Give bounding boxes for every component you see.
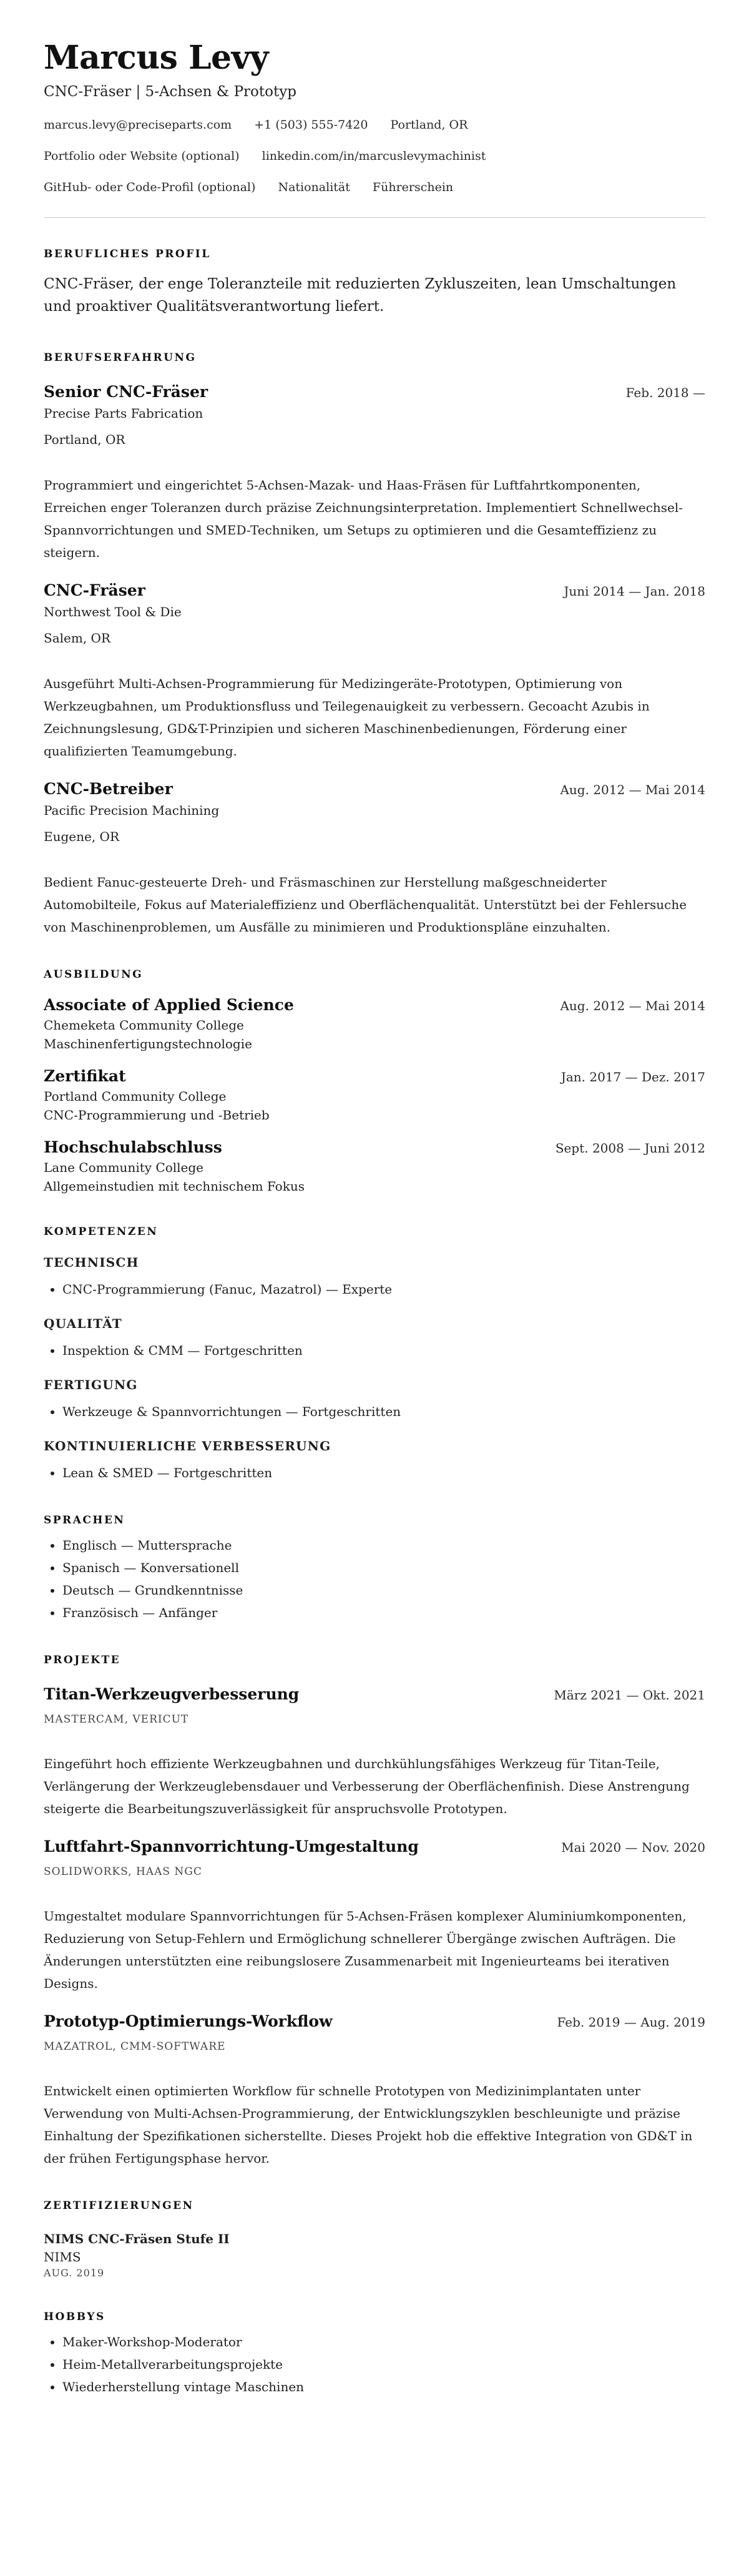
skill-list xyxy=(44,1400,705,1423)
job-location: Portland, OR xyxy=(44,432,125,447)
section-title-skills: KOMPETENZEN xyxy=(44,1226,159,1238)
hobby-list xyxy=(44,2331,705,2398)
skill-list xyxy=(44,1278,705,1300)
list-item: • Werkzeuge & Spannvorrichtungen — Fortgeschritten xyxy=(62,1400,705,1423)
skill-category: KONTINUIERLICHE VERBESSERUNG xyxy=(44,1438,331,1453)
job-entry xyxy=(44,580,705,762)
project-date: Mai 2020 — Nov. 2020 xyxy=(561,1840,705,1855)
job-date: Juni 2014 — Jan. 2018 xyxy=(564,584,705,599)
job-company: Precise Parts Fabrication xyxy=(44,406,203,421)
field-of-study: CNC-Programmierung und -Betrieb xyxy=(44,1108,270,1123)
education-date: Sept. 2008 — Juni 2012 xyxy=(555,1141,705,1156)
job-date: Feb. 2018 — xyxy=(625,385,705,400)
education-entry xyxy=(44,1137,705,1196)
certification-entry xyxy=(44,2229,705,2281)
section-title-education: AUSBILDUNG xyxy=(44,968,144,981)
list-item: • Maker-Workshop-Moderator xyxy=(62,2331,705,2353)
skill-list xyxy=(44,1339,705,1362)
list-item: • Spanisch — Konversationell xyxy=(62,1556,705,1579)
education-entry xyxy=(44,1066,705,1124)
phone-number[interactable]: +1 (503) 555-7420 xyxy=(254,118,368,132)
job-description: Ausgeführt Multi-Achsen-Programmierung für Medizingeräte-Prototypen, Optimierung von Werkzeugbahnen, um Produktionsfluss und Teilegenauigkeit zu verbessern. Gecoacht Azubis in Zeichnungslesung, GD&T-Prinzipien und sicheren Maschinenbedienungen, Förderung einer qualifizierten Teamumgebung. xyxy=(44,676,650,759)
job-description: Programmiert und eingerichtet 5-Achsen-Mazak- und Haas-Fräsen für Luftfahrtkomponenten, Erreichen enger Toleranzen durch präzise Zeichnungsinterpretation. Implementiert Schnellwechsel-Spannvorrichtungen und SMED-Techniken, um Setups zu optimieren und die Gesamteffizienz zu steigern. xyxy=(44,478,683,560)
project-tech: SOLIDWORKS, HAAS NGC xyxy=(44,1866,202,1878)
list-item: • Französisch — Anfänger xyxy=(62,1601,705,1624)
job-entry xyxy=(44,381,705,564)
section-title-projects: PROJEKTE xyxy=(44,1654,121,1666)
list-item: • Wiederherstellung vintage Maschinen xyxy=(62,2376,705,2398)
linkedin-link[interactable]: linkedin.com/in/marcuslevymachinist xyxy=(262,149,486,163)
certification-date: AUG. 2019 xyxy=(44,2267,105,2279)
job-title: Senior CNC-Fräser xyxy=(44,383,208,401)
list-item: • Heim-Metallverarbeitungsprojekte xyxy=(62,2353,705,2376)
headline: CNC-Fräser | 5-Achsen & Prototyp xyxy=(44,84,296,100)
job-title: CNC-Betreiber xyxy=(44,780,173,798)
school: Chemeketa Community College xyxy=(44,1018,244,1033)
section-title-hobbies: HOBBYS xyxy=(44,2311,105,2323)
skill-category: QUALITÄT xyxy=(44,1316,122,1331)
header-divider xyxy=(44,217,705,218)
section-title-profile: BERUFLICHES PROFIL xyxy=(44,248,211,260)
field-of-study: Maschinenfertigungstechnologie xyxy=(44,1036,252,1051)
profile-summary: CNC-Fräser, der enge Toleranzteile mit reduzierten Zykluszeiten, lean Umschaltungen und proaktiver Qualitätsverantwortung liefert. xyxy=(44,276,677,315)
project-description: Entwickelt einen optimierten Workflow für schnelle Prototypen von Medizinimplantaten unter Verwendung von Multi-Achsen-Programmierung, der Entwicklungszyklen beschleunigte und präzise Einhaltung der Spezifikationen sicherstellte. Dieses Projekt hob die effektive Integration von GD&T in der frühen Fertigungsphase hervor. xyxy=(44,2083,693,2166)
degree: Hochschulabschluss xyxy=(44,1138,222,1156)
job-location: Eugene, OR xyxy=(44,829,120,844)
education-entry xyxy=(44,995,705,1053)
skill-category: TECHNISCH xyxy=(44,1255,139,1270)
job-description: Bedient Fanuc-gesteuerte Dreh- und Fräsmaschinen zur Herstellung maßgeschneiderter Automobilteile, Fokus auf Materialeffizienz und Oberflächenqualität. Unterstützt bei der Fehlersuche von Maschinenproblemen, um Ausfälle zu minimieren und Produktionspläne einzuhalten. xyxy=(44,875,687,935)
certification-org: NIMS xyxy=(44,2249,81,2264)
nationality: Nationalität xyxy=(278,180,350,194)
project-description: Eingeführt hoch effiziente Werkzeugbahnen und durchkühlungsfähiges Werkzeug für Titan-Teile, Verlängerung der Werkzeuglebensdauer und Verbesserung der Oberflächenfinish. Diese Anstrengung steigerte die Bearbeitungszuverlässigkeit für anspruchsvolle Prototypen. xyxy=(44,1756,690,1816)
job-title: CNC-Fräser xyxy=(44,581,145,599)
project-tech: MASTERCAM, VERICUT xyxy=(44,1713,189,1726)
github-link[interactable]: GitHub- oder Code-Profil (optional) xyxy=(44,180,256,194)
project-entry xyxy=(44,2011,705,2170)
field-of-study: Allgemeinstudien mit technischem Fokus xyxy=(44,1179,305,1194)
candidate-name: Marcus Levy xyxy=(44,39,269,77)
list-item: • CNC-Programmierung (Fanuc, Mazatrol) — Experte xyxy=(62,1278,705,1300)
education-date: Jan. 2017 — Dez. 2017 xyxy=(561,1069,705,1084)
project-date: Feb. 2019 — Aug. 2019 xyxy=(557,2015,705,2030)
extra-row xyxy=(44,179,705,196)
portfolio-link[interactable]: Portfolio oder Website (optional) xyxy=(44,149,240,163)
list-item: • Deutsch — Grundkenntnisse xyxy=(62,1579,705,1601)
project-title: Luftfahrt-Spannvorrichtung-Umgestaltung xyxy=(44,1837,419,1856)
list-item: • Englisch — Muttersprache xyxy=(62,1534,705,1556)
email-link[interactable]: marcus.levy@preciseparts.com xyxy=(44,118,232,132)
job-company: Northwest Tool & Die xyxy=(44,604,182,619)
degree: Associate of Applied Science xyxy=(44,996,294,1014)
location: Portland, OR xyxy=(390,118,468,132)
job-company: Pacific Precision Machining xyxy=(44,803,220,818)
section-title-languages: SPRACHEN xyxy=(44,1514,125,1526)
job-location: Salem, OR xyxy=(44,631,110,646)
section-title-certifications: ZERTIFIZIERUNGEN xyxy=(44,2200,194,2212)
project-entry xyxy=(44,1684,705,1820)
skill-category: FERTIGUNG xyxy=(44,1377,138,1392)
list-item: • Inspektion & CMM — Fortgeschritten xyxy=(62,1339,705,1362)
project-title: Prototyp-Optimierungs-Workflow xyxy=(44,2012,333,2030)
certification-name: NIMS CNC-Fräsen Stufe II xyxy=(44,2231,230,2246)
job-entry xyxy=(44,779,705,938)
project-description: Umgestaltet modulare Spannvorrichtungen für 5-Achsen-Fräsen komplexer Aluminiumkomponenten, Reduzierung von Setup-Fehlern und Ermöglichung schnellerer Übergänge zwischen Aufträgen. Die Änderungen unterstützten eine reibungslosere Zusammenarbeit mit Ingenieurteams bei iterativen Designs. xyxy=(44,1909,687,1991)
project-entry xyxy=(44,1836,705,1995)
drivers-license: Führerschein xyxy=(372,180,454,194)
school: Lane Community College xyxy=(44,1160,204,1175)
contact-row xyxy=(44,116,705,134)
list-item: • Lean & SMED — Fortgeschritten xyxy=(62,1462,705,1484)
section-title-experience: BERUFSERFAHRUNG xyxy=(44,351,197,364)
skill-list xyxy=(44,1462,705,1484)
education-date: Aug. 2012 — Mai 2014 xyxy=(560,998,705,1013)
language-list xyxy=(44,1534,705,1624)
links-row xyxy=(44,147,705,165)
job-date: Aug. 2012 — Mai 2014 xyxy=(560,782,705,797)
project-date: März 2021 — Okt. 2021 xyxy=(554,1688,705,1703)
degree: Zertifikat xyxy=(44,1067,126,1085)
project-title: Titan-Werkzeugverbesserung xyxy=(44,1685,300,1703)
school: Portland Community College xyxy=(44,1089,227,1104)
project-tech: MAZATROL, CMM-SOFTWARE xyxy=(44,2040,226,2053)
